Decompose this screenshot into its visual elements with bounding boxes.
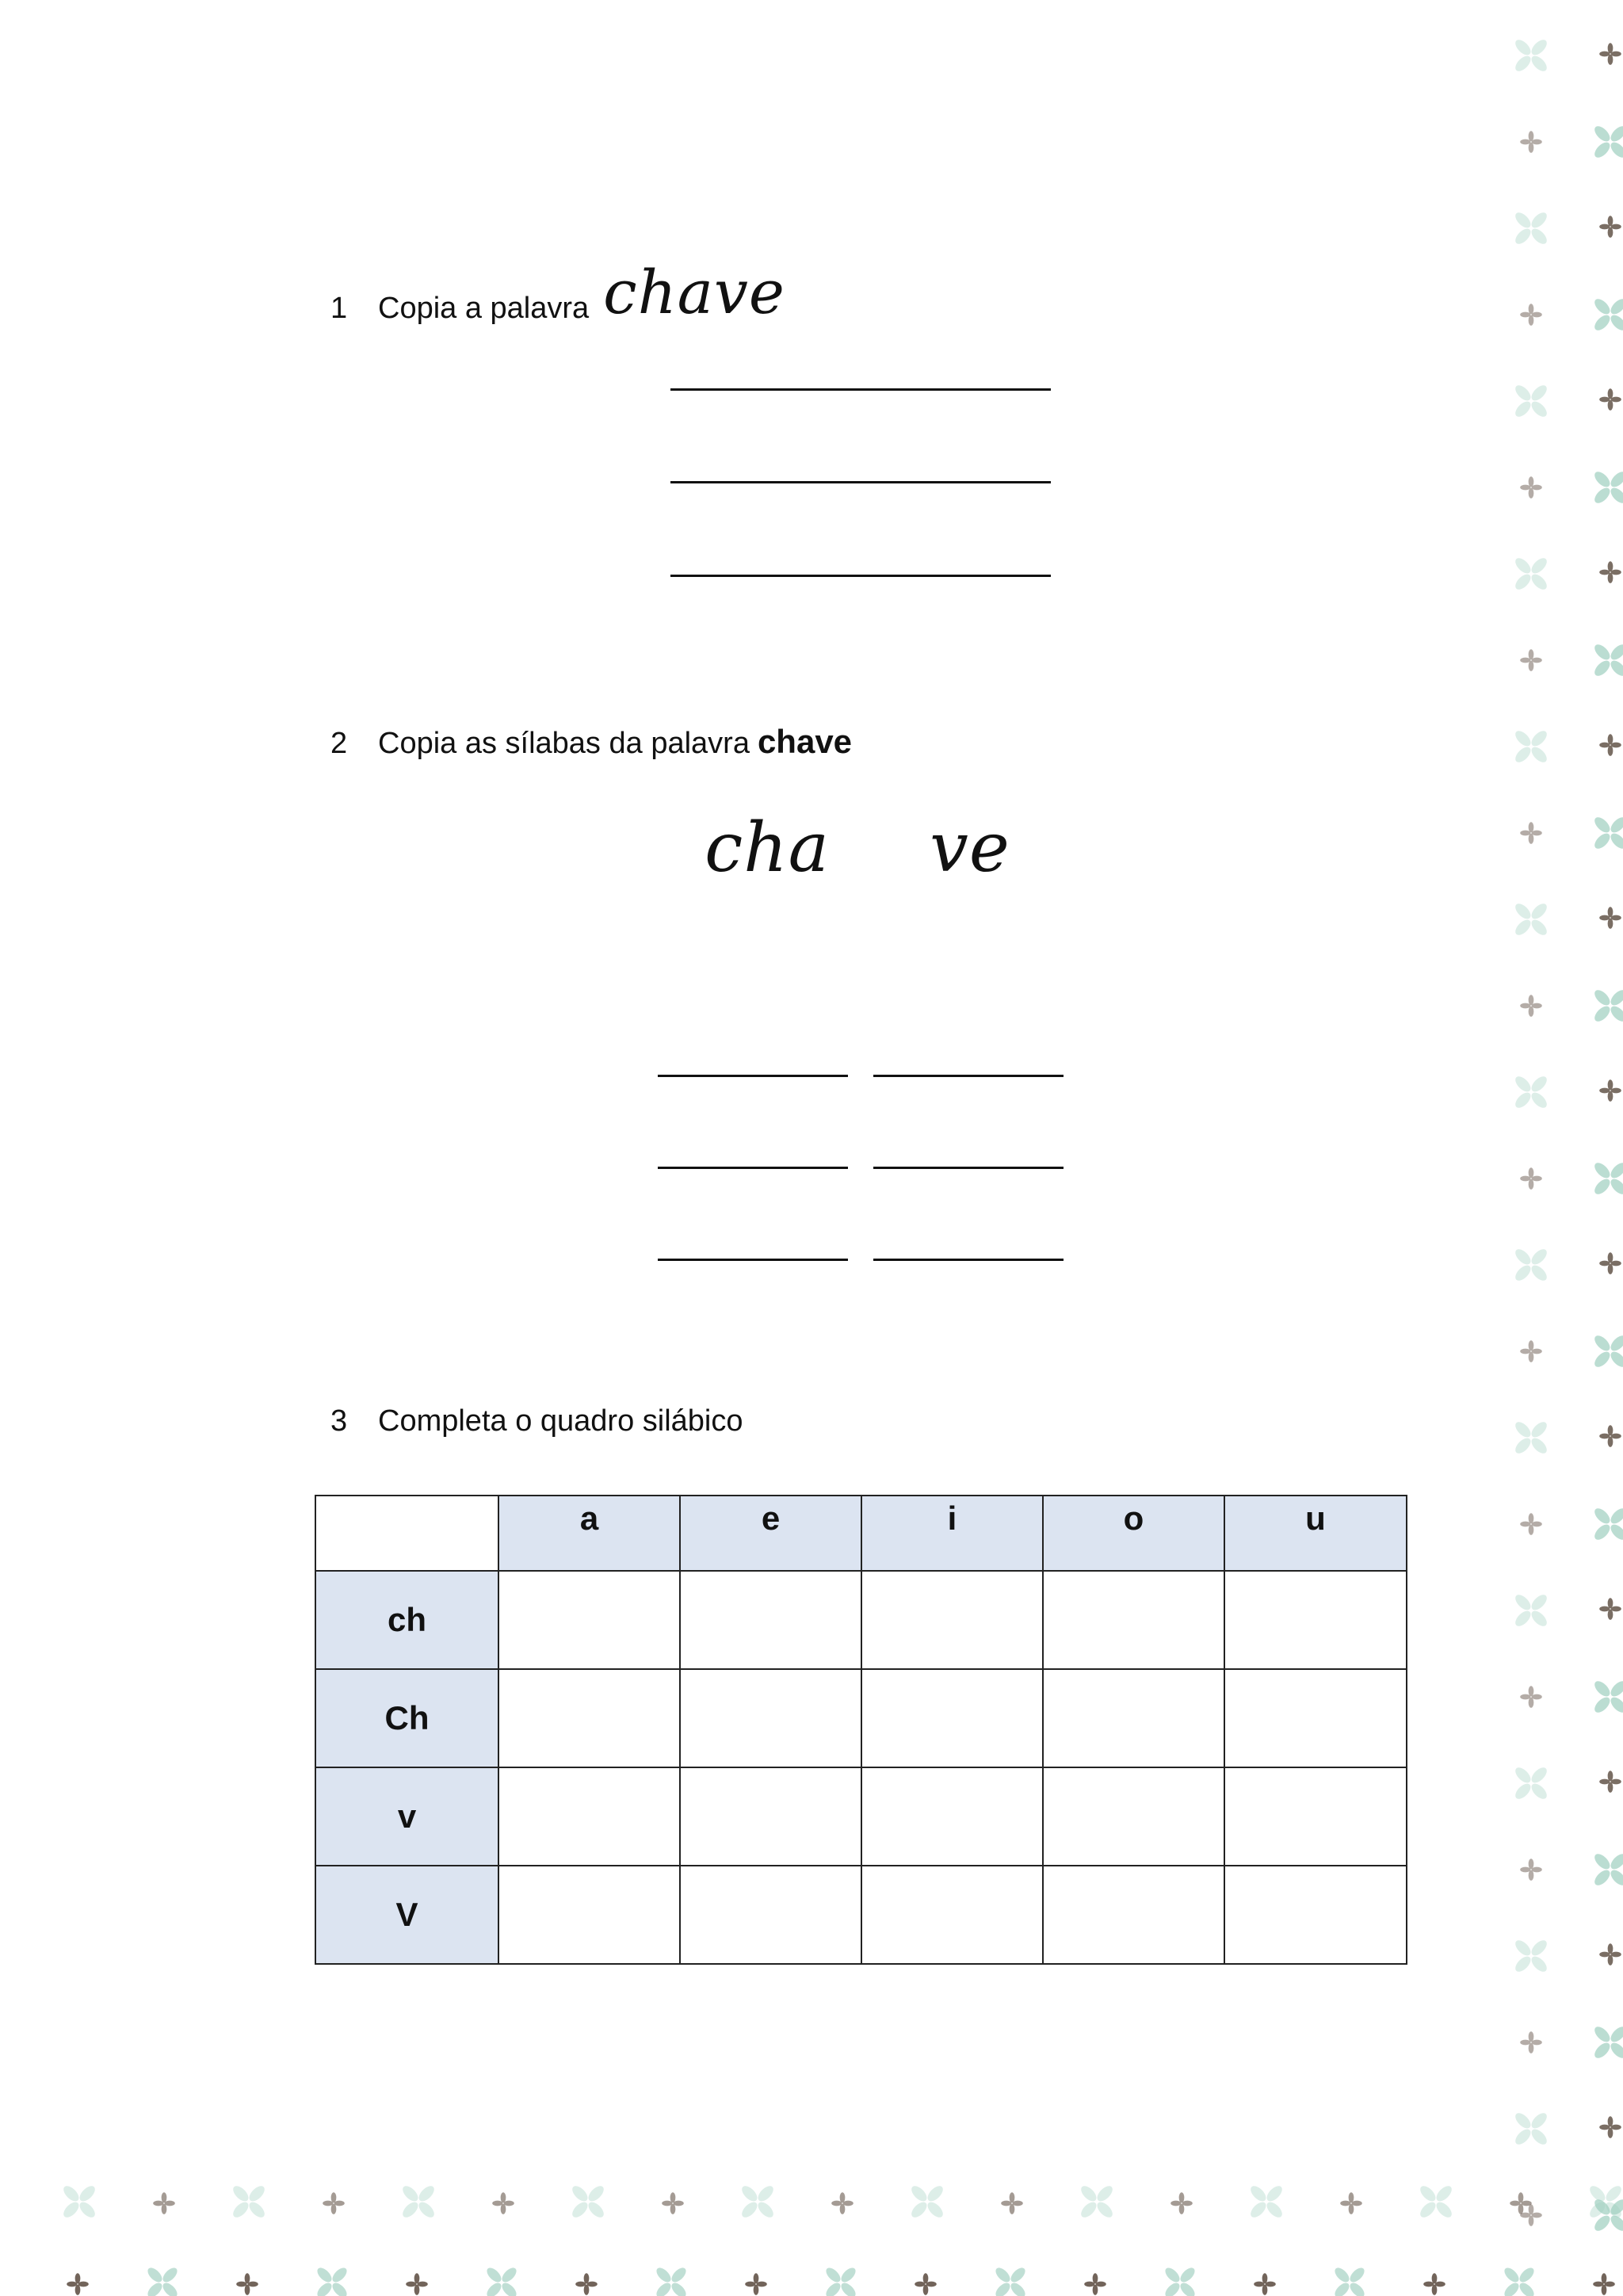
question-text: Copia a palavra xyxy=(378,292,590,325)
brown-flower-icon xyxy=(1599,388,1621,411)
brown-flower-icon xyxy=(153,2192,175,2214)
floral-border-right xyxy=(1498,0,1623,2296)
green-flower-icon xyxy=(1513,37,1549,74)
green-flower-icon xyxy=(1513,1938,1549,1974)
brown-flower-icon xyxy=(1599,734,1621,756)
brown-flower-icon xyxy=(1599,1079,1621,1102)
brown-flower-icon xyxy=(1593,2273,1615,2295)
question-text: Completa o quadro silábico xyxy=(378,1404,743,1438)
brown-flower-icon xyxy=(1520,1686,1542,1708)
brown-flower-icon xyxy=(1254,2273,1276,2295)
brown-flower-icon xyxy=(1520,2031,1542,2053)
answer-cell[interactable] xyxy=(680,1767,861,1866)
brown-flower-icon xyxy=(1520,1513,1542,1535)
green-flower-icon xyxy=(61,2183,97,2220)
green-flower-icon xyxy=(993,2265,1027,2296)
vowel-header: a xyxy=(498,1496,680,1571)
green-flower-icon xyxy=(1248,2183,1285,2220)
answer-cell[interactable] xyxy=(1043,1571,1224,1669)
green-flower-icon xyxy=(1513,1419,1549,1456)
brown-flower-icon xyxy=(662,2192,684,2214)
green-flower-icon xyxy=(1592,1851,1623,1888)
answer-cell[interactable] xyxy=(1224,1767,1407,1866)
brown-flower-icon xyxy=(1599,1598,1621,1620)
consonant-header: ch xyxy=(315,1571,498,1669)
green-flower-icon xyxy=(1513,1247,1549,1283)
green-flower-icon xyxy=(1163,2265,1197,2296)
green-flower-icon xyxy=(1592,815,1623,851)
writing-line[interactable] xyxy=(873,1259,1064,1261)
green-flower-icon xyxy=(1513,1765,1549,1801)
green-flower-icon xyxy=(1587,2183,1623,2220)
brown-flower-icon xyxy=(1423,2273,1445,2295)
brown-flower-icon xyxy=(1520,995,1542,1017)
brown-flower-icon xyxy=(1599,2116,1621,2138)
green-flower-icon xyxy=(1592,988,1623,1024)
question-text: Copia as sílabas da palavra xyxy=(378,727,750,760)
brown-flower-icon xyxy=(492,2192,514,2214)
green-flower-icon xyxy=(570,2183,606,2220)
brown-flower-icon xyxy=(1520,476,1542,499)
brown-flower-icon xyxy=(1520,1167,1542,1190)
green-flower-icon xyxy=(1592,1506,1623,1542)
brown-flower-icon xyxy=(1599,907,1621,929)
answer-cell[interactable] xyxy=(498,1669,680,1767)
green-flower-icon xyxy=(823,2265,857,2296)
consonant-header: V xyxy=(315,1866,498,1964)
question-2 xyxy=(330,723,852,761)
question-number: 2 xyxy=(330,727,348,760)
vowel-header: u xyxy=(1224,1496,1407,1571)
green-flower-icon xyxy=(1592,296,1623,333)
writing-line[interactable] xyxy=(873,1167,1064,1169)
green-flower-icon xyxy=(1592,1160,1623,1197)
answer-cell[interactable] xyxy=(1224,1571,1407,1669)
answer-cell[interactable] xyxy=(498,1767,680,1866)
brown-flower-icon xyxy=(323,2192,345,2214)
writing-line[interactable] xyxy=(658,1259,848,1261)
brown-flower-icon xyxy=(1340,2192,1362,2214)
green-flower-icon xyxy=(1502,2265,1536,2296)
brown-flower-icon xyxy=(236,2273,258,2295)
green-flower-icon xyxy=(315,2265,349,2296)
answer-cell[interactable] xyxy=(680,1571,861,1669)
question-1 xyxy=(330,257,785,332)
green-flower-icon xyxy=(1592,2024,1623,2061)
brown-flower-icon xyxy=(1599,216,1621,238)
answer-cell[interactable] xyxy=(861,1669,1043,1767)
green-flower-icon xyxy=(654,2265,688,2296)
green-flower-icon xyxy=(145,2265,179,2296)
question-number: 1 xyxy=(330,292,348,325)
brown-flower-icon xyxy=(915,2273,937,2295)
brown-flower-icon xyxy=(1520,304,1542,326)
green-flower-icon xyxy=(1513,2111,1549,2147)
writing-line[interactable] xyxy=(670,388,1051,391)
answer-cell[interactable] xyxy=(1043,1669,1224,1767)
answer-cell[interactable] xyxy=(861,1866,1043,1964)
green-flower-icon xyxy=(1418,2183,1454,2220)
brown-flower-icon xyxy=(1520,131,1542,153)
vowel-header: o xyxy=(1043,1496,1224,1571)
green-flower-icon xyxy=(909,2183,945,2220)
consonant-header: Ch xyxy=(315,1669,498,1767)
brown-flower-icon xyxy=(1510,2192,1532,2214)
answer-cell[interactable] xyxy=(680,1866,861,1964)
answer-cell[interactable] xyxy=(498,1866,680,1964)
writing-line[interactable] xyxy=(873,1075,1064,1077)
green-flower-icon xyxy=(1592,124,1623,160)
green-flower-icon xyxy=(1332,2265,1366,2296)
brown-flower-icon xyxy=(1170,2192,1193,2214)
brown-flower-icon xyxy=(1520,1859,1542,1881)
green-flower-icon xyxy=(1513,556,1549,592)
brown-flower-icon xyxy=(1599,1425,1621,1447)
writing-line[interactable] xyxy=(670,481,1051,483)
writing-line[interactable] xyxy=(658,1075,848,1077)
brown-flower-icon xyxy=(1599,1943,1621,1966)
green-flower-icon xyxy=(1592,642,1623,678)
bold-word: chave xyxy=(757,723,853,760)
green-flower-icon xyxy=(1513,728,1549,765)
answer-cell[interactable] xyxy=(861,1571,1043,1669)
consonant-header: v xyxy=(315,1767,498,1866)
brown-flower-icon xyxy=(406,2273,428,2295)
answer-cell[interactable] xyxy=(1043,1866,1224,1964)
brown-flower-icon xyxy=(1520,822,1542,844)
answer-cell[interactable] xyxy=(1043,1767,1224,1866)
syllable-table xyxy=(315,1495,1407,1965)
vowel-header: i xyxy=(861,1496,1043,1571)
brown-flower-icon xyxy=(745,2273,767,2295)
answer-cell[interactable] xyxy=(1224,1669,1407,1767)
brown-flower-icon xyxy=(1084,2273,1106,2295)
brown-flower-icon xyxy=(831,2192,854,2214)
brown-flower-icon xyxy=(1599,1771,1621,1793)
brown-flower-icon xyxy=(1599,1252,1621,1274)
green-flower-icon xyxy=(1592,1333,1623,1370)
brown-flower-icon xyxy=(1520,649,1542,671)
green-flower-icon xyxy=(1592,1679,1623,1715)
answer-cell[interactable] xyxy=(680,1669,861,1767)
green-flower-icon xyxy=(1513,901,1549,938)
writing-line[interactable] xyxy=(658,1167,848,1169)
vowel-header: e xyxy=(680,1496,861,1571)
floral-border-bottom xyxy=(0,2172,1623,2296)
green-flower-icon xyxy=(1513,1074,1549,1110)
brown-flower-icon xyxy=(575,2273,598,2295)
answer-cell[interactable] xyxy=(861,1767,1043,1866)
syllable-cursive: cha xyxy=(705,808,830,888)
table-corner xyxy=(315,1496,498,1571)
brown-flower-icon xyxy=(1599,43,1621,65)
green-flower-icon xyxy=(484,2265,518,2296)
answer-cell[interactable] xyxy=(1224,1866,1407,1964)
cursive-word: chave xyxy=(603,257,785,327)
writing-line[interactable] xyxy=(670,575,1051,577)
brown-flower-icon xyxy=(1001,2192,1023,2214)
green-flower-icon xyxy=(400,2183,437,2220)
syllable-cursive: ve xyxy=(930,808,1010,888)
green-flower-icon xyxy=(1513,1592,1549,1629)
brown-flower-icon xyxy=(67,2273,89,2295)
brown-flower-icon xyxy=(1520,1340,1542,1362)
brown-flower-icon xyxy=(1599,561,1621,583)
question-3 xyxy=(330,1404,743,1438)
green-flower-icon xyxy=(1513,210,1549,246)
green-flower-icon xyxy=(739,2183,776,2220)
question-number: 3 xyxy=(330,1404,348,1438)
green-flower-icon xyxy=(1513,383,1549,419)
green-flower-icon xyxy=(1592,469,1623,506)
green-flower-icon xyxy=(231,2183,267,2220)
answer-cell[interactable] xyxy=(498,1571,680,1669)
green-flower-icon xyxy=(1079,2183,1115,2220)
